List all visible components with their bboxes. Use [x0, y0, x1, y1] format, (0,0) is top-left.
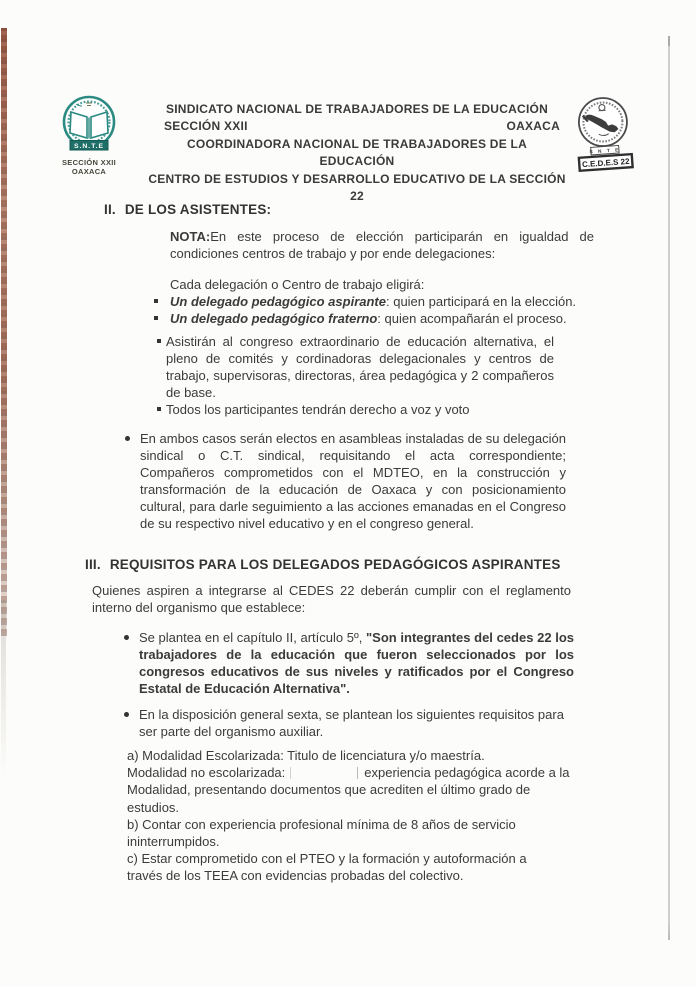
nota-text: En este proceso de elección participarán en igualdad de condiciones centros de trabajo y por ende delegaciones:	[170, 229, 594, 261]
requirement-line-after-gap: experiencia pedagógica acorde a la	[364, 765, 570, 781]
requirement-line: Modalidad, presentando documentos que acrediten el último grado de	[127, 782, 531, 798]
requirement-line	[127, 764, 587, 781]
left-logo-caption	[46, 159, 132, 176]
eligira-intro: Cada delegación o Centro de trabajo eligirá:	[170, 277, 425, 292]
attendance-list	[157, 333, 554, 418]
square-bullet-icon	[157, 407, 161, 411]
requirement-line: c) Estar comprometido con el PTEO y la formación y autoformación a	[127, 851, 527, 867]
role-list	[154, 293, 594, 328]
requirement-line: a) Modalidad Escolarizada: Titulo de licenciatura y/o maestría.	[127, 748, 485, 763]
right-edge-scan-line	[668, 36, 670, 940]
list-item	[157, 401, 554, 418]
cedes22-logo	[566, 94, 642, 182]
disposicion-text: En la disposición general sexta, se plantean los siguientes requisitos para ser parte del organismo auxiliar.	[139, 707, 564, 739]
left-edge-scan-artifact	[1, 28, 7, 636]
header-line1: SINDICATO NACIONAL DE TRABAJADORES DE LA EDUCACIÓN	[165, 102, 549, 116]
document-header	[148, 101, 566, 205]
left-logo-caption-line1: SECCIÓN XXII	[61, 158, 117, 167]
round-bullet-icon	[125, 436, 130, 441]
requirement-line-before-gap: Modalidad no escolarizada:	[127, 765, 286, 781]
role-item-rest: : quien acompañarán el proceso.	[377, 311, 567, 327]
role-item-emphasis: Un delegado pedagógico aspirante	[170, 294, 386, 309]
square-bullet-icon	[157, 339, 161, 343]
square-bullet-icon	[154, 316, 158, 320]
list-item	[154, 310, 594, 327]
header-line3: COORDINADORA NACIONAL DE TRABAJADORES DE LA EDUCACIÓN	[186, 136, 528, 169]
section-ii-number: II.	[104, 202, 116, 217]
round-bullet-icon	[124, 635, 129, 640]
left-edge-scan-artifact-tail	[1, 600, 6, 780]
role-item-emphasis: Un delegado pedagógico fraterno	[170, 311, 378, 327]
requirement-line: ininterrumpidos.	[127, 834, 220, 850]
list-item	[157, 333, 554, 401]
header-seccion: SECCIÓN XXII	[164, 119, 248, 134]
section-iii-intro: Quienes aspiren a integrarse al CEDES 22 deberán cumplir con el reglamento interno del organismo que establece:	[92, 583, 571, 615]
closing-paragraph-item	[125, 430, 566, 532]
nota-label: NOTA:	[170, 229, 211, 244]
list-item	[154, 293, 594, 310]
article5-bullet-item	[124, 629, 574, 697]
header-line2	[148, 118, 566, 135]
section-iii-title: REQUISITOS PARA LOS DELEGADOS PEDAGÓGICOS ASPIRANTES	[109, 557, 561, 572]
snte-badge-label: S.N.T.E	[73, 143, 105, 150]
square-bullet-icon	[154, 299, 158, 303]
section-ii-title: DE LOS ASISTENTES:	[124, 202, 272, 217]
cedes-badge-label: C.E.D.E.S 22	[581, 156, 630, 170]
article5-quote: "Son integrantes del cedes 22 los trabajadores de la educación que fueron seleccionados por los congresos educativos de sus niveles y ratificados por el Congreso Estatal de Educación Alternativa".	[139, 630, 574, 696]
header-line4: CENTRO DE ESTUDIOS Y DESARROLLO EDUCATIVO DE LA SECCIÓN 22	[148, 171, 566, 204]
nota-paragraph	[170, 228, 594, 262]
redacted-blank-space	[290, 767, 358, 779]
cedes-emblem-icon	[570, 94, 637, 176]
article5-lead: Se plantea en el capítulo II, artículo 5º,	[139, 630, 367, 645]
section-iii-number: III.	[85, 557, 101, 572]
requirement-line: b) Contar con experiencia profesional mínima de 8 años de servicio	[127, 816, 516, 832]
article5-text	[139, 629, 574, 697]
closing-paragraph-text: En ambos casos serán electos en asambleas instaladas de su delegación sindical o C.T. sindical, requisitando el acta correspondiente; Compañeros comprometidos con el MDTEO, en la construcción y transformación de la educación de Oaxaca y con posicionamiento cultural, para darle seguimiento a las acciones emanadas en el Congreso de su respectivo nivel educativo y en el congreso general.	[140, 431, 566, 531]
cedes-snte-badge-label: S N T E	[589, 148, 621, 156]
requirement-line: estudios.	[127, 799, 180, 815]
header-oaxaca: OAXACA	[506, 119, 560, 134]
requirements-list	[127, 747, 587, 885]
section-iii-heading	[85, 556, 561, 573]
attendance-item-text: Asistirán al congreso extraordinario de educación alternativa, el pleno de comités y cordinadoras delegacionales y centros de trabajo, supervisoras, directoras, área pedagógica y 2 compañeros de base.	[166, 334, 554, 400]
requirement-line: través de los TEEA con evidencias probadas del colectivo.	[127, 868, 464, 884]
snte-emblem-icon	[56, 95, 122, 153]
attendance-item-text: Todos los participantes tendrán derecho a voz y voto	[166, 402, 470, 417]
disposicion-bullet-item	[124, 706, 577, 740]
role-item-text	[170, 310, 594, 327]
role-item-rest: : quien participará en la elección.	[385, 294, 577, 309]
snte-seccion22-logo	[46, 95, 132, 176]
role-item-text	[170, 293, 594, 310]
section-ii-heading	[104, 201, 271, 218]
round-bullet-icon	[124, 712, 129, 717]
left-logo-caption-line2: OAXACA	[71, 166, 107, 176]
